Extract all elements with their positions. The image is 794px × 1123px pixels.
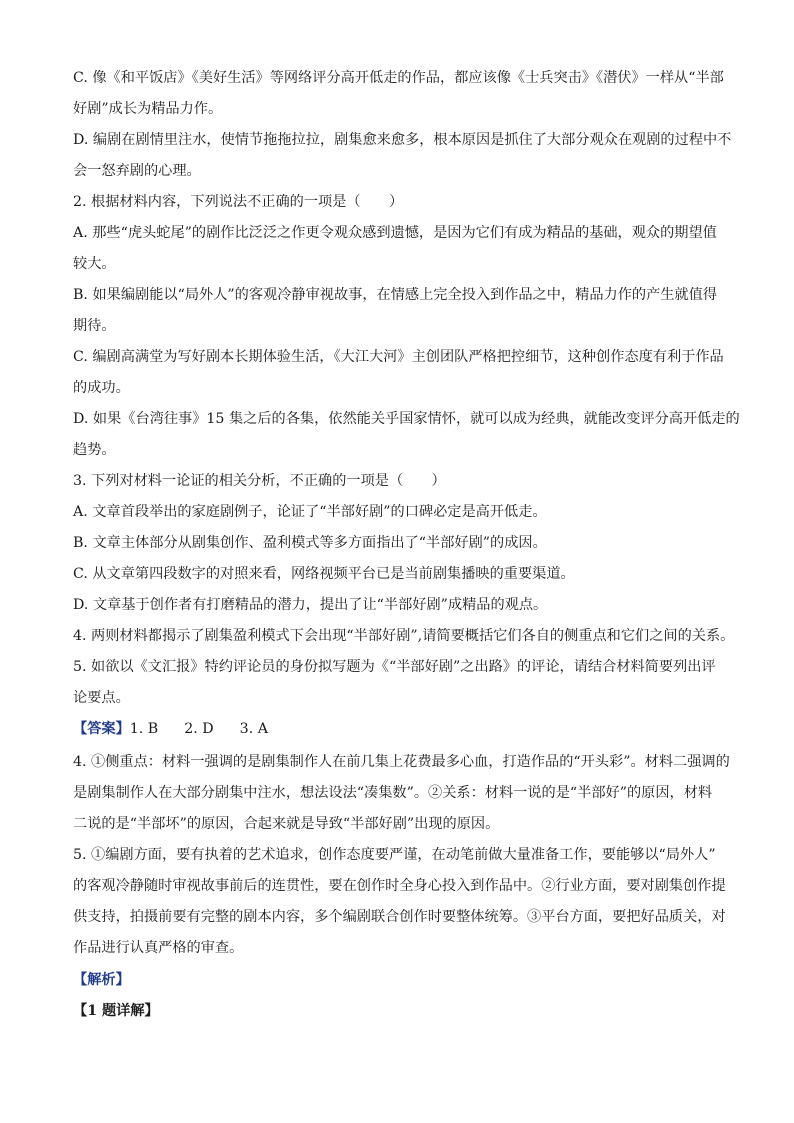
q1-option-c [73, 63, 725, 125]
q5-stem-line1: 5. 如欲以《文汇报》特约评论员的身份拟写题为《“半部好剧”之出路》的评论，请结合材料简要列出评 [73, 659, 716, 675]
q1-option-d-line1: D. 编剧在剧情里注水，使情节拖拖拉拉，剧集愈来愈多，根本原因是抓住了大部分观众在观剧的过程中不 [73, 132, 732, 148]
answer-1: 1. B [129, 721, 159, 737]
answer4-line1: 4. ①侧重点：材料一强调的是剧集制作人在前几集上花费最多心血，打造作品的“开头彩”。材料二强调的 [73, 754, 730, 770]
q2-option-c-line1: C. 编剧高满堂为写好剧本长期体验生活，《大江大河》主创团队严格把控细节，这种创作态度有利于作品 [73, 349, 724, 365]
q2-option-d-line1: D. 如果《台湾往事》15 集之后的各集，依然能关乎国家情怀，就可以成为经典，就能改变评分高开低走的 [73, 411, 740, 427]
q2-option-a-line1: A. 那些“虎头蛇尾”的剧作比泛泛之作更令观众感到遗憾，是因为它们有成为精品的基础，观众的期望值 [73, 225, 717, 241]
q2-option-d-line2: 趋势。 [73, 442, 116, 458]
q2-option-b [73, 280, 725, 342]
q4-stem: 4. 两则材料都揭示了剧集盈利模式下会出现“半部好剧”,请简要概括它们各自的侧重点和它们之间的关系。 [73, 628, 735, 644]
q2-option-b-line2: 期待。 [73, 318, 116, 334]
answer-3: 3. A [239, 721, 268, 737]
analysis-label: 【解析】 [73, 972, 130, 988]
q2-option-a [73, 218, 725, 280]
answer-label: 【答案】 [73, 721, 130, 737]
q1-option-c-line2: 好剧”成长为精品力作。 [73, 101, 223, 117]
q2-option-d [73, 404, 740, 466]
q2-stem-text: 2. 根据材料内容，下列说法不正确的一项是（ ） [73, 194, 404, 210]
answer5-line1: 5. ①编剧方面，要有执着的艺术追求，创作态度要严谨，在动笔前做大量准备工作，要能够以“局外人” [73, 847, 716, 863]
answer4-line2: 是剧集制作人在大部分剧集中注水，想法设法“凑集数”。②关系：材料一说的是“半部好”的原因，材料 [73, 785, 713, 801]
answer4-line3: 二说的是“半部坏”的原因，合起来就是导致“半部好剧”出现的原因。 [73, 816, 500, 832]
answer-2: 2. D [184, 721, 214, 737]
q5-stem-line2: 论要点。 [73, 690, 130, 706]
q2-option-a-line2: 较大。 [73, 256, 116, 272]
q1-option-c-line1: C. 像《和平饭店》《美好生活》等网络评分高开低走的作品，都应该像《士兵突击》《潜伏》一样从“半部 [73, 70, 724, 86]
analysis-heading [73, 965, 725, 996]
q3-stem: 3. 下列对材料一论证的相关分析，不正确的一项是（ ） [73, 473, 446, 489]
q5-block [73, 652, 725, 714]
answer4-block [73, 747, 730, 840]
answer-line [73, 714, 725, 745]
q3-option-c: C. 从文章第四段数字的对照来看，网络视频平台已是当前剧集播映的重要渠道。 [73, 566, 575, 582]
q3-option-d: D. 文章基于创作者有打磨精品的潜力，提出了让“半部好剧”成精品的观点。 [73, 597, 548, 613]
q2-stem [73, 187, 725, 218]
q4-block [73, 621, 735, 652]
q3-option-b: B. 文章主体部分从剧集创作、盈利模式等多方面指出了“半部好剧”的成因。 [73, 535, 547, 551]
q2-option-c [73, 342, 725, 404]
q3-block [73, 466, 725, 621]
answer5-line2: 的客观冷静随时审视故事前后的连贯性，要在创作时全身心投入到作品中。②行业方面，要对剧集创作提 [73, 878, 726, 894]
q2-option-b-line1: B. 如果编剧能以“局外人”的客观冷静审视故事，在情感上完全投入到作品之中，精品力作的产生就值得 [73, 287, 718, 303]
answer-row [73, 714, 725, 745]
answer5-line4: 作品进行认真严格的审查。 [73, 940, 244, 956]
q1-option-d-line2: 会一怒弃剧的心理。 [73, 163, 201, 179]
answer5-block [73, 840, 725, 964]
q1-option-d [73, 125, 732, 187]
q3-option-a: A. 文章首段举出的家庭剧例子，论证了“半部好剧”的口碑必定是高开低走。 [73, 504, 547, 520]
detail-heading [73, 996, 725, 1027]
q2-option-c-line2: 的成功。 [73, 380, 130, 396]
answer5-line3: 供支持，拍摄前要有完整的剧本内容，多个编剧联合创作时要整体统筹。③平台方面，要把好品质关，对 [73, 909, 726, 925]
detail-label: 【1 题详解】 [73, 1003, 159, 1019]
